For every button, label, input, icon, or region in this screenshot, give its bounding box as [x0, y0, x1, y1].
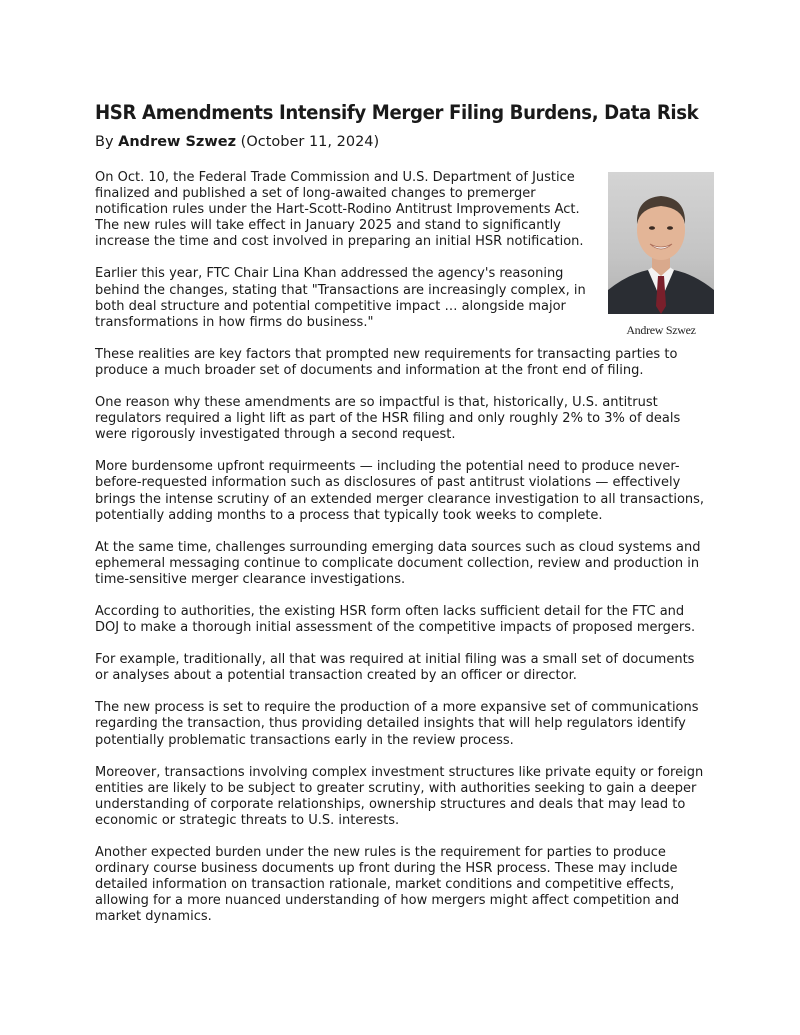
paragraph: For example, traditionally, all that was required at initial filing was a small set of documents or analyses about a potential transaction created by an officer or director. — [95, 652, 695, 684]
article-title: HSR Amendments Intensify Merger Filing Burdens, Data Risk — [95, 101, 699, 124]
byline-prefix: By — [95, 134, 119, 150]
author-name: Andrew Szwez — [118, 134, 237, 150]
paragraph: One reason why these amendments are so impactful is that, historically, U.S. antitrust regulators required a light lift as part of the HSR filing and only roughly 2% to 3% of deals were rigorously investigated through a second request. — [95, 395, 681, 443]
paragraph: Moreover, transactions involving complex investment structures like private equity or foreign entities are likely to be subject to greater scrutiny, with authorities seeking to gain a deeper understanding of corporate relationships, ownership structures and deals that may lead to economic or strategic threats to U.S. interests. — [95, 764, 704, 828]
paragraph: At the same time, challenges surrounding emerging data sources such as cloud systems and ephemeral messaging continue to complicate document collection, review and production in time-sensitive merger clearance investigations. — [95, 539, 701, 587]
paragraph: Earlier this year, FTC Chair Lina Khan addressed the agency's reasoning behind the changes, stating that "Transactions are increasingly complex, in both deal structure and potential competitive impact … alongside major transformations in how firms do business." — [95, 266, 586, 330]
photo-caption: Andrew Szwez — [626, 323, 696, 337]
article — [95, 100, 707, 941]
publish-date: (October 11, 2024) — [236, 134, 380, 150]
author-photo-figure — [601, 172, 721, 338]
paragraph: The new process is set to require the production of a more expansive set of communications regarding the transaction, thus providing detailed insights that will help regulators identify potentially problematic transactions early in the review process. — [95, 700, 699, 748]
paragraph: These realities are key factors that prompted new requirements for transacting parties to produce a much broader set of documents and information at the front end of filing. — [95, 346, 678, 378]
byline — [95, 132, 707, 152]
author-photo — [608, 172, 714, 314]
portrait-illustration — [608, 172, 714, 314]
paragraph: On Oct. 10, the Federal Trade Commission and U.S. Department of Justice finalized and published a set of long-awaited changes to premerger notification rules under the Hart-Scott-Rodino Antitrust Improvements Act. The new rules will take effect in January 2025 and stand to significantly increase the time and cost involved in preparing an initial HSR notification. — [95, 170, 584, 250]
paragraph: According to authorities, the existing HSR form often lacks sufficient detail for the FTC and DOJ to make a thorough initial assessment of the competitive impacts of proposed mergers. — [95, 603, 696, 636]
paragraph: More burdensome upfront requirmeents — including the potential need to produce never-before-requested information such as disclosures of past antitrust violations — effectively brings the intense scrutiny of an extended merger clearance investigation to all transactions, potentially adding months to a process that typically took weeks to complete. — [95, 459, 705, 523]
article-body — [95, 170, 707, 925]
paragraph: Another expected burden under the new rules is the requirement for parties to produce ordinary course business documents up front during the HSR process. These may include detailed information on transaction rationale, market conditions and competitive effects, allowing for a more nuanced understanding of how mergers might affect competition and market dynamics. — [95, 845, 680, 925]
